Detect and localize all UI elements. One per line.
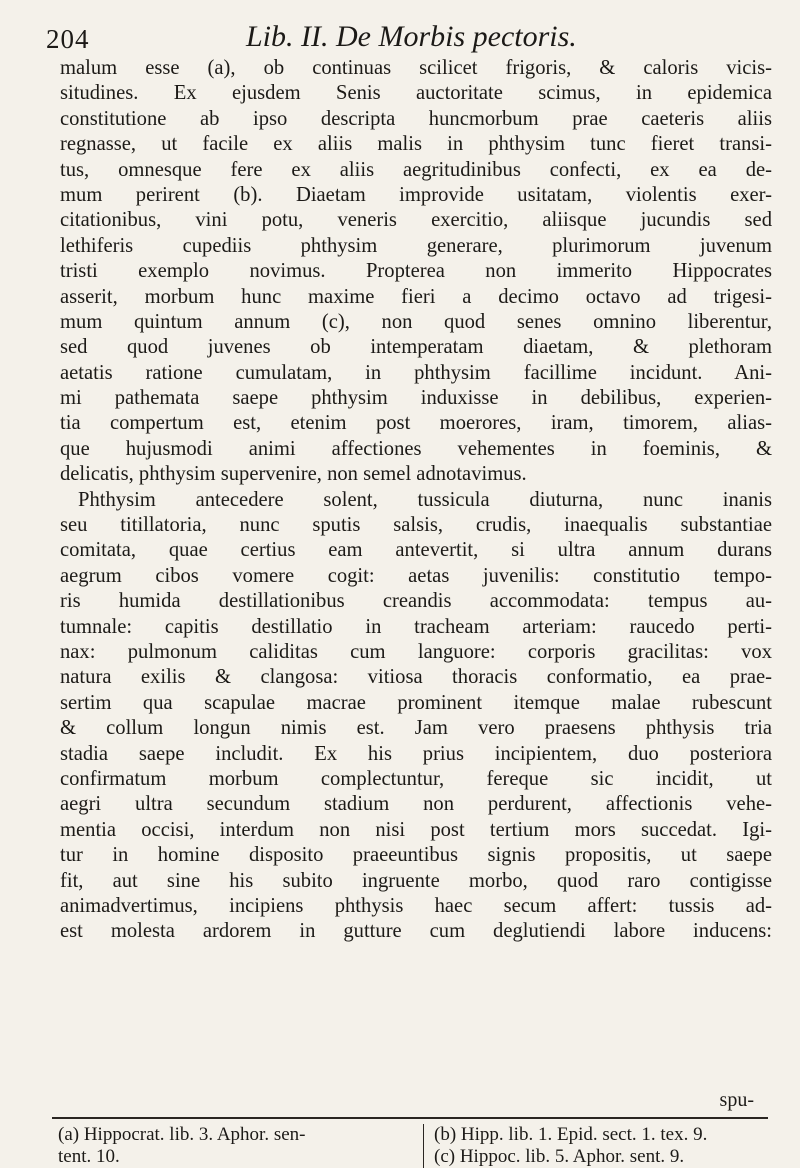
text-line: natura exilis & clangosa: vitiosa thoracis conformatio, ea prae- [60, 666, 772, 689]
text-line: constitutione ab ipso descripta huncmorbum prae caeteris aliis [60, 107, 772, 130]
text-line: nax: pulmonum caliditas cum languore: corporis gracilitas: vox [60, 640, 772, 663]
text-line: asserit, morbum hunc maxime fieri a decimo octavo ad trigesi- [60, 285, 772, 308]
text-line: est molesta ardorem in gutture cum deglutiendi labore inducens: [60, 920, 772, 943]
text-line: regnasse, ut facile ex aliis malis in phthysim tunc fieret transi- [60, 133, 772, 156]
text-line: sertim qua scapulae macrae prominent itemque malae rubescunt [60, 691, 772, 714]
text-line: fit, aut sine his subito ingruente morbo, quod raro contigisse [60, 869, 772, 892]
running-title: Lib. II. De Morbis pectoris. [246, 20, 577, 53]
text-line: tumnale: capitis destillatio in tracheam arteriam: raucedo perti- [60, 615, 772, 638]
text-line: citationibus, vini potu, veneris exercitio, aliisque jucundis sed [60, 209, 772, 232]
text-line: situdines. Ex ejusdem Senis auctoritate scimus, in epidemica [60, 82, 772, 105]
text-line: tur in homine disposito praeeuntibus signis propositis, ut saepe [60, 844, 772, 867]
footnote-column-right [423, 1124, 784, 1168]
text-line: mum quintum annum (c), non quod senes omnino liberentur, [60, 310, 772, 333]
text-line: aegrum cibos vomere cogit: aetas juvenilis: constitutio tempo- [60, 564, 772, 587]
text-line: comitata, quae certius eam antevertit, si ultra annum durans [60, 539, 772, 562]
page-number: 204 [46, 24, 90, 54]
text-line: sed quod juvenes ob intemperatam diaetam, & plethoram [60, 336, 772, 359]
footnote-divider [52, 1117, 768, 1119]
text-line: aegri ultra secundum stadium non perdurent, affectionis vehe- [60, 793, 772, 816]
body-text [60, 56, 772, 945]
text-line: tia compertum est, etenim post moerores, iram, timorem, alias- [60, 412, 772, 435]
text-line: tus, omnesque fere ex aliis aegritudinibus confecti, ex ea de- [60, 158, 772, 181]
text-line: stadia saepe includit. Ex his prius incipientem, duo posteriora [60, 742, 772, 765]
page-header [46, 20, 766, 60]
text-line: aetatis ratione cumulatam, in phthysim facillime incidunt. Ani- [60, 361, 772, 384]
text-line: mi pathemata saepe phthysim induxisse in debilibus, experien- [60, 387, 772, 410]
text-line: tristi exemplo novimus. Propterea non immerito Hippocrates [60, 260, 772, 283]
text-line: Phthysim antecedere solent, tussicula diuturna, nunc inanis [78, 488, 772, 511]
footnote-line: (b) Hipp. lib. 1. Epid. sect. 1. tex. 9. [434, 1124, 708, 1145]
text-line: mum perirent (b). Diaetam improvide usitatam, violentis exer- [60, 183, 772, 206]
text-line: mentia occisi, interdum non nisi post tertium mors succedat. Igi- [60, 818, 772, 841]
text-line: que hujusmodi animi affectiones vehementes in foeminis, & [60, 437, 772, 460]
text-line: ris humida destillationibus creandis accommodata: tempus au- [60, 590, 772, 613]
catchword: spu- [719, 1089, 754, 1111]
footnote-line: tent. 10. [58, 1146, 120, 1167]
footnote-line: (a) Hippocrat. lib. 3. Aphor. sen- [58, 1124, 306, 1145]
text-line: animadvertimus, incipiens phthysis haec secum affert: tussis ad- [60, 894, 772, 917]
text-line: lethiferis cupediis phthysim generare, plurimorum juvenum [60, 234, 772, 257]
text-line: delicatis, phthysim supervenire, non semel adnotavimus. [60, 463, 527, 486]
text-line: seu titillatoria, nunc sputis salsis, crudis, inaequalis substantiae [60, 514, 772, 537]
footnote-line: (c) Hippoc. lib. 5. Aphor. sent. 9. [434, 1146, 685, 1167]
text-line: malum esse (a), ob continuas scilicet frigoris, & caloris vicis- [60, 57, 772, 79]
text-line: & collum longun nimis est. Jam vero praesens phthysis tria [60, 717, 772, 740]
footnote-column-left [58, 1124, 388, 1168]
text-line: confirmatum morbum complectuntur, fereque sic incidit, ut [60, 767, 772, 790]
